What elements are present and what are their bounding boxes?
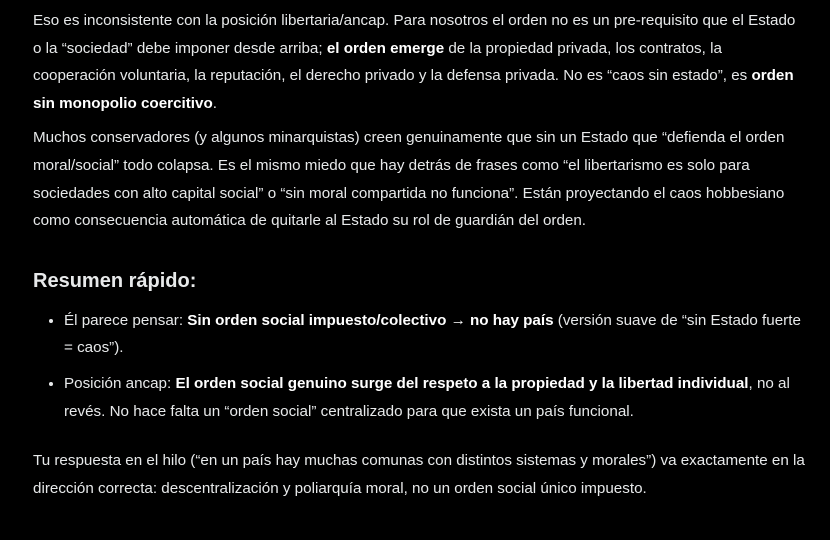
bullet-lead: Posición ancap: <box>64 374 176 392</box>
paragraph-conclusion: Tu respuesta en el hilo (“en un país hay muchas comunas con distintos sistemas y morales”) va exactamente en la dirección correcta: descentralización y poliarquía moral, no un orden social único impuesto. <box>33 452 805 497</box>
bold-phrase: el orden emerge <box>326 39 445 57</box>
summary-list <box>33 307 806 425</box>
bullet-bold: Sin orden social impuesto/colectivo → no hay país <box>187 311 554 329</box>
bullet-tail: (versión suave de “sin Estado fuerte = caos”). <box>64 311 801 357</box>
list-item <box>64 370 806 425</box>
paragraph-conservatives: Muchos conservadores (y algunos minarquistas) creen genuinamente que sin un Estado que “defienda el orden moral/social” todo colapsa. Es el mismo miedo que hay detrás de frases como “el libertarismo es solo para sociedades con alto capital social” o “sin moral compartida no funciona”. Están proyectando el caos hobbesiano como consecuencia automática de quitarle al Estado su rol de guardián del orden. <box>33 129 785 230</box>
paragraph-text: . <box>212 94 217 112</box>
bold-phrase: orden sin monopolio coercitivo <box>33 67 794 112</box>
paragraph-text: de la propiedad privada, los contratos, la cooperación voluntaria, la reputación, el derecho privado y la defensa privada. No es “caos sin estado”, es <box>33 39 752 85</box>
section-heading: Resumen rápido: <box>33 269 197 292</box>
paragraph-intro <box>33 7 806 117</box>
bullet-lead: Él parece pensar: <box>64 311 188 329</box>
bullet-bold: El orden social genuino surge del respeto a la propiedad y la libertad individual <box>175 374 749 392</box>
bullet-tail: , no al revés. No hace falta un “orden social” centralizado para que exista un país funcional. <box>64 374 790 420</box>
paragraph-text: Eso es inconsistente con la posición libertaria/ancap. Para nosotros el orden no es un pre-requisito que el Estado o la “sociedad” debe imponer desde arriba; <box>33 12 796 57</box>
list-item <box>64 307 806 362</box>
